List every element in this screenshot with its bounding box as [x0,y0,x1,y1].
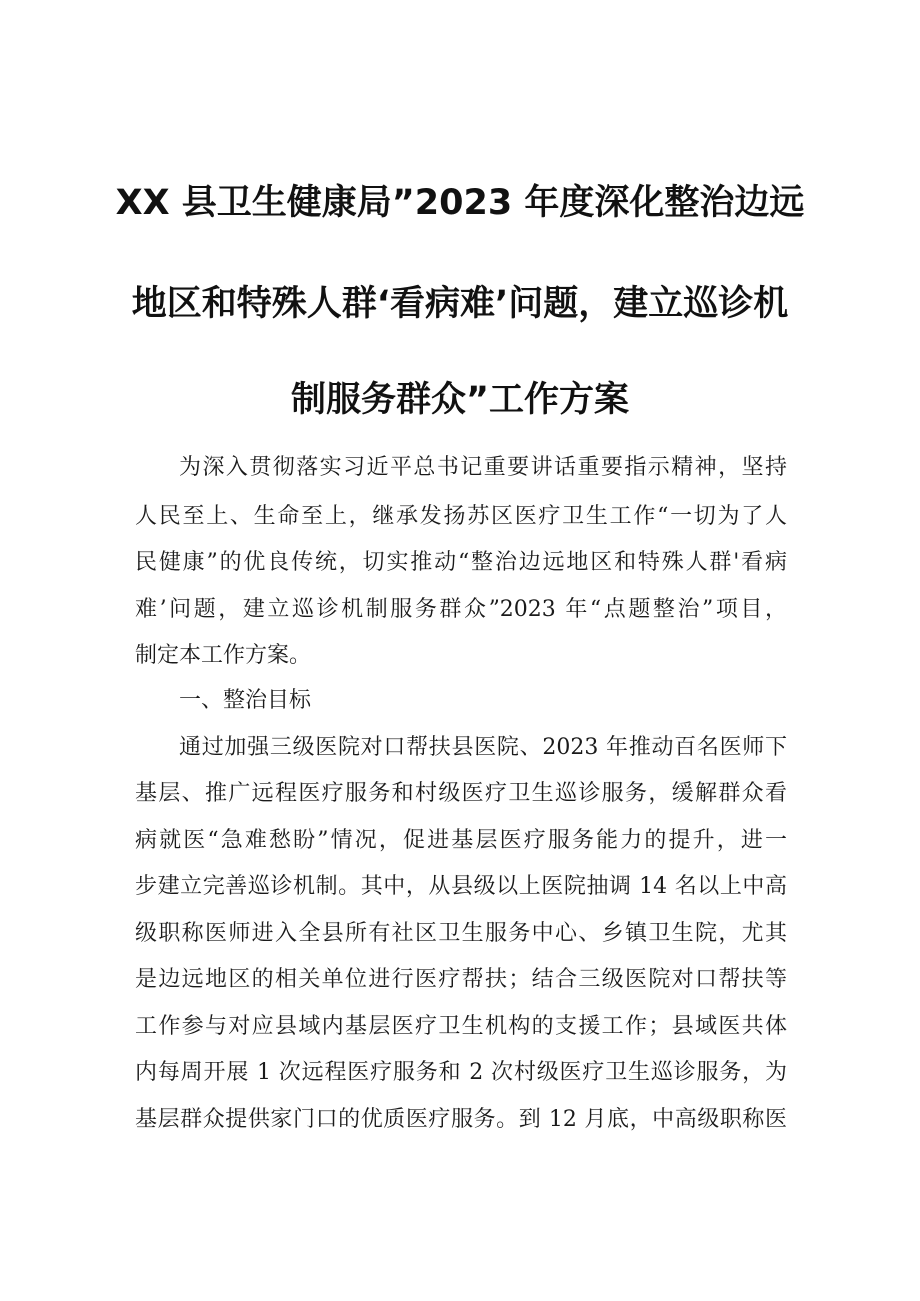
section-paragraph-line: 病就医“急难愁盼”情况，促进基层医疗服务能力的提升，进一 [135,828,787,853]
section-paragraph-line: 步建立完善巡诊机制。其中，从县级以上医院抽调 14 名以上中高 [135,874,787,899]
intro-paragraph-line: 为深入贯彻落实习近平总书记重要讲话重要指示精神，坚持 [179,455,787,480]
section-paragraph-line: 工作参与对应县域内基层医疗卫生机构的支援工作；县域医共体 [135,1014,787,1039]
document-title-line-1: XX 县卫生健康局”2023 年度深化整治边远 [115,183,805,223]
section-paragraph-line: 基层群众提供家门口的优质医疗服务。到 12 月底，中高级职称医 [135,1107,787,1132]
section-paragraph-line: 是边远地区的相关单位进行医疗帮扶；结合三级医院对口帮扶等 [135,967,787,992]
document-title-line-3: 制服务群众”工作方案 [290,380,629,420]
intro-paragraph-line: 民健康”的优良传统，切实推动“整治边远地区和特殊人群'看病 [135,550,787,575]
section-paragraph-line: 基层、推广远程医疗服务和村级医疗卫生巡诊服务，缓解群众看 [135,781,787,806]
section-paragraph-line: 内每周开展 1 次远程医疗服务和 2 次村级医疗卫生巡诊服务，为 [135,1060,787,1085]
section-paragraph-line: 通过加强三级医院对口帮扶县医院、2023 年推动百名医师下 [179,735,787,760]
section-heading: 一、整治目标 [179,688,312,713]
intro-paragraph-line: 难’问题，建立巡诊机制服务群众”2023 年“点题整治”项目， [135,597,787,622]
section-paragraph-line: 级职称医师进入全县所有社区卫生服务中心、乡镇卫生院，尤其 [135,921,787,946]
document-title-line-2: 地区和特殊人群‘看病难’问题，建立巡诊机 [131,284,789,324]
intro-paragraph-line: 制定本工作方案。 [135,643,312,668]
intro-paragraph-line: 人民至上、生命至上，继承发扬苏区医疗卫生工作“一切为了人 [135,504,787,529]
